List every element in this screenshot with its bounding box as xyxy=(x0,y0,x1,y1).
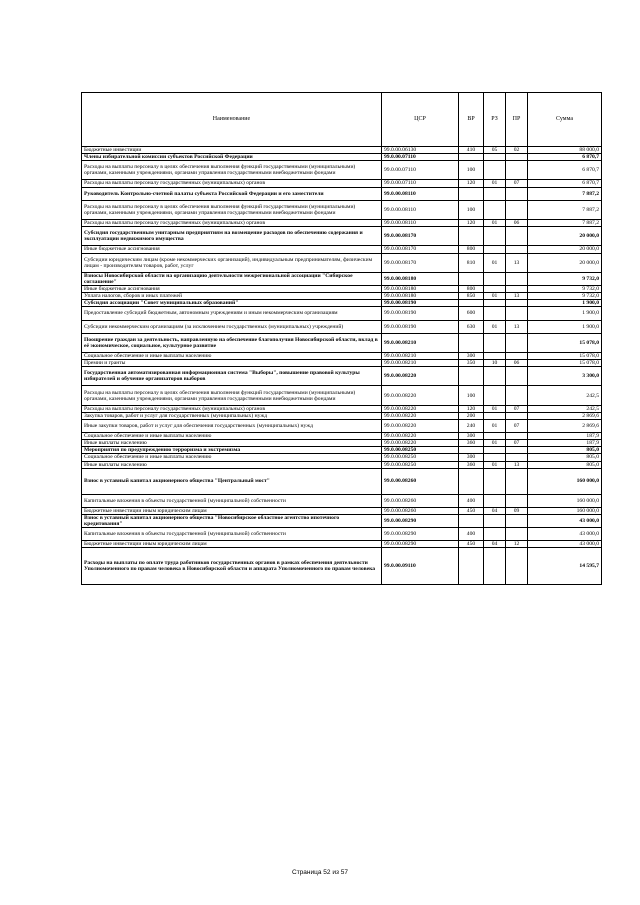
cell-name: Руководитель Контрольно-счетной палаты субъекта Российской Федерации и его заместители xyxy=(82,187,382,200)
cell-csr: 99.0.00.08180 xyxy=(382,286,459,293)
table-row xyxy=(82,154,602,161)
table-row xyxy=(82,367,602,386)
header-name: Наименование xyxy=(82,93,382,147)
cell-pr xyxy=(506,433,528,440)
cell-name: Государственная автоматизированная информационная система "Выборы", повышение правовой культуры избирателей и обучение организаторов выборов xyxy=(82,367,382,386)
table-row xyxy=(82,360,602,367)
cell-vr: 810 xyxy=(459,253,484,272)
cell-name: Расходы на выплаты персоналу государственных (муниципальных) органов xyxy=(82,405,382,412)
table-row xyxy=(82,507,602,514)
cell-name: Премии и гранты xyxy=(82,360,382,367)
cell-sum: 6 870,7 xyxy=(528,154,602,161)
cell-sum: 15 078,0 xyxy=(528,333,602,352)
page-number: Страница 52 из 57 xyxy=(292,869,348,876)
cell-sum: 2 869,6 xyxy=(528,412,602,419)
table-row xyxy=(82,494,602,507)
cell-vr: 600 xyxy=(459,307,484,320)
cell-vr: 800 xyxy=(459,286,484,293)
cell-vr xyxy=(459,154,484,161)
cell-csr: 99.0.00.08210 xyxy=(382,360,459,367)
cell-name: Иные выплаты населению xyxy=(82,461,382,468)
cell-rz xyxy=(484,528,506,541)
cell-rz xyxy=(484,246,506,253)
cell-csr: 99.0.00.07110 xyxy=(382,180,459,187)
cell-sum: 6 870,7 xyxy=(528,180,602,187)
cell-pr xyxy=(506,272,528,285)
cell-vr xyxy=(459,227,484,246)
table-row xyxy=(82,386,602,405)
cell-vr: 100 xyxy=(459,200,484,219)
cell-pr: 13 xyxy=(506,253,528,272)
cell-rz xyxy=(484,514,506,527)
cell-sum: 3 300,0 xyxy=(528,367,602,386)
cell-csr: 99.0.00.08110 xyxy=(382,220,459,227)
cell-sum: 1 900,0 xyxy=(528,307,602,320)
cell-pr: 06 xyxy=(506,220,528,227)
cell-vr: 410 xyxy=(459,147,484,154)
cell-name: Расходы на выплаты по оплате труда работников государственных органов в рамках обеспечения деятельности Уполномоченного по правам человека в Новосибирской области и аппарата Уполномоченного по правам человека xyxy=(82,548,382,585)
header-sum: Сумма xyxy=(528,93,602,147)
table-row xyxy=(82,161,602,180)
cell-sum: 43 000,0 xyxy=(528,528,602,541)
cell-name: Расходы на выплаты персоналу в целях обеспечения выполнения функций государственными (муниципальными) органами, казенными учреждениями, органами управления государственными внебюджетными фондами xyxy=(82,161,382,180)
cell-vr: 400 xyxy=(459,494,484,507)
cell-rz xyxy=(484,468,506,494)
cell-csr: 99.0.00.08220 xyxy=(382,367,459,386)
cell-name: Мероприятия по предупреждению терроризма и экстремизма xyxy=(82,447,382,454)
table-row xyxy=(82,220,602,227)
cell-sum: 7 887,2 xyxy=(528,220,602,227)
cell-name: Расходы на выплаты персоналу государственных (муниципальных) органов xyxy=(82,220,382,227)
cell-vr: 300 xyxy=(459,352,484,359)
cell-vr: 100 xyxy=(459,386,484,405)
cell-rz: 01 xyxy=(484,440,506,447)
cell-vr: 120 xyxy=(459,180,484,187)
cell-name: Иные закупки товаров, работ и услуг для обеспечения государственных (муниципальных) нужд xyxy=(82,419,382,432)
cell-name: Расходы на выплаты персоналу в целях обеспечения выполнения функций государственными (муниципальными) органами, казенными учреждениями, органами управления государственными внебюджетными фондами xyxy=(82,200,382,219)
table-row xyxy=(82,528,602,541)
cell-vr: 450 xyxy=(459,507,484,514)
cell-pr xyxy=(506,307,528,320)
cell-vr: 630 xyxy=(459,320,484,333)
cell-pr xyxy=(506,367,528,386)
table-row xyxy=(82,253,602,272)
cell-name: Субсидии юридическим лицам (кроме некоммерческих организаций), индивидуальным предпринимателям, физическим лицам - производителям товаров, работ, услуг xyxy=(82,253,382,272)
cell-rz xyxy=(484,227,506,246)
cell-sum: 14 595,7 xyxy=(528,548,602,585)
cell-sum: 20 000,0 xyxy=(528,246,602,253)
cell-name: Уплата налогов, сборов и иных платежей xyxy=(82,293,382,300)
cell-csr: 99.0.00.08180 xyxy=(382,272,459,285)
cell-rz xyxy=(484,367,506,386)
cell-pr xyxy=(506,468,528,494)
cell-name: Бюджетные инвестиции иным юридическим лицам xyxy=(82,507,382,514)
cell-rz: 01 xyxy=(484,405,506,412)
cell-name: Субсидии некоммерческим организациям (за исключением государственных (муниципальных) учреждений) xyxy=(82,320,382,333)
table-row xyxy=(82,468,602,494)
cell-rz xyxy=(484,352,506,359)
cell-sum: 43 000,0 xyxy=(528,514,602,527)
table-row xyxy=(82,433,602,440)
cell-rz xyxy=(484,433,506,440)
cell-name: Взнос в уставный капитал акционерного общества "Центральный мост" xyxy=(82,468,382,494)
cell-name: Иные выплаты населению xyxy=(82,440,382,447)
cell-pr xyxy=(506,454,528,461)
cell-name: Поощрение граждан за деятельность, направленную на обеспечение благополучия Новосибирской области, вклад в её экономическое, социальное, культурное развитие xyxy=(82,333,382,352)
cell-vr xyxy=(459,447,484,454)
cell-pr xyxy=(506,161,528,180)
cell-rz: 04 xyxy=(484,541,506,548)
table-header-row xyxy=(82,93,602,147)
cell-sum: 6 870,7 xyxy=(528,161,602,180)
cell-rz: 10 xyxy=(484,360,506,367)
cell-csr: 99.0.00.08190 xyxy=(382,307,459,320)
cell-vr xyxy=(459,333,484,352)
cell-pr xyxy=(506,412,528,419)
cell-vr: 240 xyxy=(459,419,484,432)
cell-vr: 400 xyxy=(459,528,484,541)
cell-name: Члены избирательной комиссии субъектов Российской Федерации xyxy=(82,154,382,161)
cell-pr: 13 xyxy=(506,293,528,300)
cell-csr: 99.0.00.08210 xyxy=(382,333,459,352)
cell-rz: 01 xyxy=(484,461,506,468)
cell-name: Капитальные вложения в объекты государственной (муниципальной) собственности xyxy=(82,528,382,541)
cell-name: Иные бюджетные ассигнования xyxy=(82,246,382,253)
cell-rz xyxy=(484,200,506,219)
cell-csr: 99.0.00.08250 xyxy=(382,454,459,461)
cell-csr: 99.0.00.08220 xyxy=(382,419,459,432)
table-row xyxy=(82,514,602,527)
table-row xyxy=(82,333,602,352)
cell-csr: 99.0.00.06130 xyxy=(382,147,459,154)
cell-csr: 99.0.00.08290 xyxy=(382,514,459,527)
cell-vr: 450 xyxy=(459,541,484,548)
table-row xyxy=(82,352,602,359)
cell-vr: 360 xyxy=(459,440,484,447)
cell-csr: 99.0.00.08260 xyxy=(382,468,459,494)
cell-rz: 01 xyxy=(484,220,506,227)
table-body xyxy=(82,147,602,585)
cell-csr: 99.0.00.08110 xyxy=(382,187,459,200)
cell-rz xyxy=(484,286,506,293)
cell-sum: 43 000,0 xyxy=(528,541,602,548)
cell-sum: 805,0 xyxy=(528,454,602,461)
cell-rz xyxy=(484,154,506,161)
cell-csr: 99.0.00.08250 xyxy=(382,461,459,468)
cell-rz xyxy=(484,494,506,507)
cell-sum: 805,0 xyxy=(528,447,602,454)
table-row xyxy=(82,293,602,300)
cell-sum: 160 000,0 xyxy=(528,507,602,514)
cell-csr: 99.0.00.08170 xyxy=(382,227,459,246)
cell-name: Иные бюджетные ассигнования xyxy=(82,286,382,293)
table-row xyxy=(82,180,602,187)
table-row xyxy=(82,246,602,253)
cell-vr: 120 xyxy=(459,220,484,227)
cell-pr: 06 xyxy=(506,360,528,367)
cell-vr xyxy=(459,468,484,494)
table-row xyxy=(82,286,602,293)
cell-name: Социальное обеспечение и иные выплаты населению xyxy=(82,352,382,359)
cell-name: Бюджетные инвестиции xyxy=(82,147,382,154)
cell-name: Закупка товаров, работ и услуг для государственных (муниципальных) нужд xyxy=(82,412,382,419)
cell-vr: 350 xyxy=(459,360,484,367)
cell-pr xyxy=(506,200,528,219)
table-row xyxy=(82,461,602,468)
cell-vr xyxy=(459,300,484,307)
table-row xyxy=(82,147,602,154)
cell-pr xyxy=(506,333,528,352)
header-csr: ЦСР xyxy=(382,93,459,147)
cell-rz: 01 xyxy=(484,293,506,300)
table-row xyxy=(82,320,602,333)
cell-csr: 99.0.00.08250 xyxy=(382,447,459,454)
cell-pr xyxy=(506,528,528,541)
cell-rz xyxy=(484,386,506,405)
cell-vr: 300 xyxy=(459,454,484,461)
cell-rz: 04 xyxy=(484,507,506,514)
cell-vr: 360 xyxy=(459,461,484,468)
cell-name: Социальное обеспечение и иные выплаты населению xyxy=(82,433,382,440)
header-pr: ПР xyxy=(506,93,528,147)
budget-table xyxy=(81,92,602,585)
cell-name: Взнос в уставный капитал акционерного общества "Новосибирское областное агентство ипотечного кредитования" xyxy=(82,514,382,527)
cell-pr xyxy=(506,494,528,507)
table-row xyxy=(82,227,602,246)
cell-vr xyxy=(459,367,484,386)
cell-pr xyxy=(506,154,528,161)
cell-name: Взносы Новосибирской области на организацию деятельности межрегиональной ассоциации "Сибирское соглашение" xyxy=(82,272,382,285)
cell-rz: 05 xyxy=(484,147,506,154)
cell-csr: 99.0.00.08170 xyxy=(382,253,459,272)
cell-csr: 99.0.00.08190 xyxy=(382,320,459,333)
cell-sum: 1 900,0 xyxy=(528,320,602,333)
cell-rz xyxy=(484,300,506,307)
cell-csr: 99.0.00.08220 xyxy=(382,440,459,447)
cell-csr: 99.0.00.08180 xyxy=(382,293,459,300)
cell-pr xyxy=(506,286,528,293)
cell-sum: 7 887,2 xyxy=(528,200,602,219)
cell-pr xyxy=(506,187,528,200)
cell-sum: 20 000,0 xyxy=(528,253,602,272)
cell-sum: 242,5 xyxy=(528,386,602,405)
cell-vr: 300 xyxy=(459,433,484,440)
cell-csr: 99.0.00.08290 xyxy=(382,541,459,548)
cell-csr: 99.0.00.09110 xyxy=(382,548,459,585)
cell-sum: 805,0 xyxy=(528,461,602,468)
cell-csr: 99.0.00.08220 xyxy=(382,386,459,405)
cell-rz xyxy=(484,187,506,200)
table-row xyxy=(82,440,602,447)
cell-sum: 242,5 xyxy=(528,405,602,412)
cell-rz: 01 xyxy=(484,320,506,333)
cell-pr: 07 xyxy=(506,405,528,412)
cell-pr xyxy=(506,386,528,405)
cell-name: Капитальные вложения в объекты государственной (муниципальной) собственности xyxy=(82,494,382,507)
cell-vr xyxy=(459,272,484,285)
cell-rz xyxy=(484,333,506,352)
cell-vr xyxy=(459,187,484,200)
cell-rz xyxy=(484,272,506,285)
cell-pr: 13 xyxy=(506,461,528,468)
cell-csr: 99.0.00.08290 xyxy=(382,528,459,541)
table-row xyxy=(82,272,602,285)
cell-name: Субсидия государственным унитарным предприятиям на возмещение расходов по обеспечению содержания и эксплуатации недвижимого имущества xyxy=(82,227,382,246)
cell-csr: 99.0.00.08110 xyxy=(382,200,459,219)
cell-pr: 07 xyxy=(506,419,528,432)
cell-csr: 99.0.00.08190 xyxy=(382,300,459,307)
table-row xyxy=(82,541,602,548)
cell-pr: 07 xyxy=(506,440,528,447)
table-row xyxy=(82,300,602,307)
cell-pr: 09 xyxy=(506,507,528,514)
table-row xyxy=(82,412,602,419)
cell-csr: 99.0.00.08220 xyxy=(382,433,459,440)
cell-csr: 99.0.00.08220 xyxy=(382,405,459,412)
cell-pr: 13 xyxy=(506,320,528,333)
cell-pr: 02 xyxy=(506,147,528,154)
cell-sum: 160 000,0 xyxy=(528,494,602,507)
cell-csr: 99.0.00.08170 xyxy=(382,246,459,253)
cell-csr: 99.0.00.08210 xyxy=(382,352,459,359)
cell-sum: 15 078,0 xyxy=(528,360,602,367)
cell-sum: 88 000,0 xyxy=(528,147,602,154)
cell-sum: 1 900,0 xyxy=(528,300,602,307)
cell-sum: 187,9 xyxy=(528,433,602,440)
cell-csr: 99.0.00.08220 xyxy=(382,412,459,419)
cell-csr: 99.0.00.08260 xyxy=(382,494,459,507)
cell-sum: 9 732,0 xyxy=(528,272,602,285)
cell-pr xyxy=(506,548,528,585)
header-vr: ВР xyxy=(459,93,484,147)
cell-name: Субсидия ассоциации "Совет муниципальных образований" xyxy=(82,300,382,307)
cell-csr: 99.0.00.07110 xyxy=(382,154,459,161)
cell-rz xyxy=(484,454,506,461)
cell-sum: 9 732,0 xyxy=(528,286,602,293)
table-row xyxy=(82,200,602,219)
cell-pr: 07 xyxy=(506,180,528,187)
cell-name: Предоставление субсидий бюджетным, автономным учреждениям и иным некоммерческим организациям xyxy=(82,307,382,320)
cell-name: Расходы на выплаты персоналу в целях обеспечения выполнения функций государственными (муниципальными) органами, казенными учреждениями, органами управления государственными внебюджетными фондами xyxy=(82,386,382,405)
cell-pr xyxy=(506,352,528,359)
cell-rz xyxy=(484,447,506,454)
cell-pr xyxy=(506,227,528,246)
cell-rz xyxy=(484,548,506,585)
cell-csr: 99.0.00.08260 xyxy=(382,507,459,514)
table-row xyxy=(82,405,602,412)
table-row xyxy=(82,187,602,200)
cell-pr xyxy=(506,514,528,527)
cell-vr: 200 xyxy=(459,412,484,419)
table-row xyxy=(82,548,602,585)
header-rz: РЗ xyxy=(484,93,506,147)
cell-rz xyxy=(484,412,506,419)
cell-vr xyxy=(459,548,484,585)
table-row xyxy=(82,447,602,454)
cell-rz: 01 xyxy=(484,419,506,432)
table-row xyxy=(82,454,602,461)
cell-rz: 01 xyxy=(484,253,506,272)
cell-vr: 850 xyxy=(459,293,484,300)
cell-pr xyxy=(506,447,528,454)
cell-sum: 15 078,0 xyxy=(528,352,602,359)
cell-vr: 100 xyxy=(459,161,484,180)
cell-name: Расходы на выплаты персоналу государственных (муниципальных) органов xyxy=(82,180,382,187)
cell-sum: 9 732,0 xyxy=(528,293,602,300)
cell-sum: 187,9 xyxy=(528,440,602,447)
cell-pr xyxy=(506,246,528,253)
cell-vr: 800 xyxy=(459,246,484,253)
table-row xyxy=(82,307,602,320)
cell-rz xyxy=(484,307,506,320)
cell-name: Бюджетные инвестиции иным юридическим лицам xyxy=(82,541,382,548)
cell-rz xyxy=(484,161,506,180)
table-row xyxy=(82,419,602,432)
cell-sum: 20 000,0 xyxy=(528,227,602,246)
cell-pr xyxy=(506,300,528,307)
cell-vr: 120 xyxy=(459,405,484,412)
cell-sum: 2 869,6 xyxy=(528,419,602,432)
cell-sum: 7 887,2 xyxy=(528,187,602,200)
cell-pr: 12 xyxy=(506,541,528,548)
cell-sum: 160 000,0 xyxy=(528,468,602,494)
cell-vr xyxy=(459,514,484,527)
cell-csr: 99.0.00.07110 xyxy=(382,161,459,180)
cell-rz: 01 xyxy=(484,180,506,187)
cell-name: Социальное обеспечение и иные выплаты населению xyxy=(82,454,382,461)
